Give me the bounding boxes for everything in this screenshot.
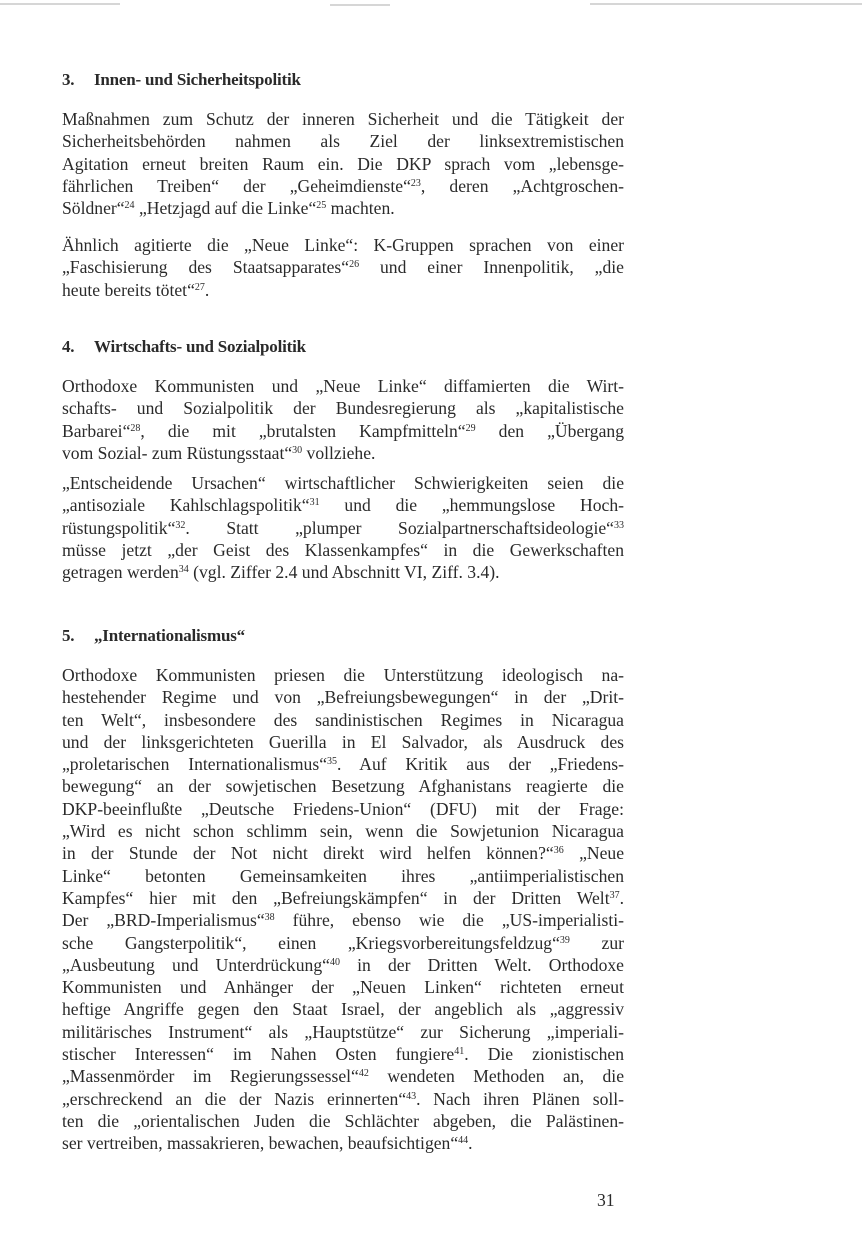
text-segment: Sicherheitsbehörden nahmen als Ziel der linksextremistischen xyxy=(62,131,624,152)
text-segment: , die mit „brutalsten Kampfmitteln“ xyxy=(140,420,466,441)
text-segment: und einer Innenpolitik, „die xyxy=(359,257,624,278)
footnote-ref: 32 xyxy=(175,519,186,531)
text-line xyxy=(62,197,624,219)
text-segment: „Neue xyxy=(563,843,624,864)
text-segment: Kommunisten und Anhänger der „Neuen Linken“ richteten erneut xyxy=(62,977,624,998)
text-segment: zur xyxy=(569,932,624,953)
section-number: 3. xyxy=(62,70,75,89)
text-line xyxy=(62,753,624,775)
text-line xyxy=(62,279,624,301)
text-line xyxy=(62,686,624,708)
text-segment: . xyxy=(619,887,624,908)
text-line xyxy=(62,775,624,797)
text-segment: Maßnahmen zum Schutz der inneren Sicherheit und die Tätigkeit der xyxy=(62,109,624,129)
text-line xyxy=(62,539,624,561)
text-line xyxy=(62,709,624,731)
text-segment: , deren „Achtgroschen- xyxy=(420,175,624,196)
text-segment: Barbarei“ xyxy=(62,420,131,441)
text-segment: . xyxy=(468,1133,473,1154)
text-segment: ser vertreiben, massakrieren, bewachen, beaufsichtigen“ xyxy=(62,1133,459,1154)
footnote-ref: 44 xyxy=(458,1135,469,1147)
text-segment: „Faschisierung des Staatsapparates“ xyxy=(62,257,350,278)
paragraph xyxy=(62,108,624,219)
text-line xyxy=(62,130,624,152)
text-line xyxy=(62,998,624,1020)
text-segment: heute bereits tötet“ xyxy=(62,279,195,300)
text-segment: . Nach ihren Plänen soll- xyxy=(416,1088,624,1109)
text-line xyxy=(62,1132,624,1154)
text-segment: schafts- und Sozialpolitik der Bundesregierung als „kapitalistische xyxy=(62,398,624,419)
text-line xyxy=(62,842,624,864)
footnote-ref: 28 xyxy=(130,422,141,434)
footnote-ref: 31 xyxy=(309,497,320,509)
footnote-ref: 29 xyxy=(465,422,476,434)
text-line xyxy=(62,375,624,397)
section-title: Innen- und Sicherheitspolitik xyxy=(94,70,301,89)
footnote-ref: 42 xyxy=(358,1068,369,1080)
section-number: 4. xyxy=(62,337,75,356)
footnote-ref: 36 xyxy=(553,845,564,857)
text-line xyxy=(62,561,624,583)
text-segment: „erschreckend an die der Nazis erinnerten“ xyxy=(62,1088,407,1109)
text-segment: . xyxy=(204,279,210,300)
scan-edge-mark xyxy=(590,3,862,5)
text-segment: machten. xyxy=(326,198,395,219)
text-segment: „Hetzjagd auf die Linke“ xyxy=(134,198,317,219)
text-segment: den „Übergang xyxy=(475,420,624,441)
footnote-ref: 37 xyxy=(609,889,620,901)
text-line xyxy=(62,420,624,442)
text-line xyxy=(62,932,624,954)
text-line xyxy=(62,442,624,464)
scan-edge-mark xyxy=(330,4,390,6)
text-segment: getragen werden xyxy=(62,562,179,583)
footnote-ref: 43 xyxy=(406,1090,417,1102)
section-heading xyxy=(62,337,306,357)
text-segment: Söldner“ xyxy=(62,198,125,219)
text-line xyxy=(62,865,624,887)
text-line xyxy=(62,664,624,686)
text-segment: in der Stunde der Not nicht direkt wird helfen können?“ xyxy=(62,843,554,864)
text-line xyxy=(62,472,624,494)
text-segment: Orthodoxe Kommunisten priesen die Unterstützung ideologisch na- xyxy=(62,665,624,685)
section-heading xyxy=(62,70,301,90)
text-segment: vollziehe. xyxy=(302,442,376,463)
text-line xyxy=(62,909,624,931)
text-line xyxy=(62,1110,624,1132)
text-segment: und der linksgerichteten Guerilla in El Salvador, als Ausdruck des xyxy=(62,731,624,752)
footnote-ref: 40 xyxy=(329,956,340,968)
footnote-ref: 35 xyxy=(327,756,338,768)
text-segment: heftige Angriffe gegen den Staat Israel, der angeblich als „aggressiv xyxy=(62,999,624,1020)
text-line xyxy=(62,1088,624,1110)
text-segment: Orthodoxe Kommunisten und „Neue Linke“ diffamierten die Wirt- xyxy=(62,376,624,396)
text-line xyxy=(62,1043,624,1065)
footnote-ref: 25 xyxy=(316,200,327,212)
text-segment: Kampfes“ hier mit den „Befreiungskämpfen“ in der Dritten Welt xyxy=(62,887,610,908)
text-line xyxy=(62,731,624,753)
text-line xyxy=(62,175,624,197)
text-segment: „Ausbeutung und Unterdrückung“ xyxy=(62,954,330,975)
text-segment: bewegung“ an der sowjetischen Besetzung Afghanistans reagierte die xyxy=(62,776,624,797)
footnote-ref: 24 xyxy=(124,200,135,212)
text-line xyxy=(62,798,624,820)
section-number: 5. xyxy=(62,626,75,645)
text-line xyxy=(62,976,624,998)
text-segment: militärisches Instrument“ als „Hauptstütze“ zur Sicherung „imperiali- xyxy=(62,1021,624,1042)
text-segment: führe, ebenso wie die „US-imperialisti- xyxy=(274,910,624,931)
text-line xyxy=(62,108,624,130)
text-segment: hestehender Regime und von „Befreiungsbewegungen“ in der „Drit- xyxy=(62,687,624,708)
paragraph xyxy=(62,472,624,583)
text-segment: müsse jetzt „der Geist des Klassenkampfes“ in die Gewerkschaften xyxy=(62,539,624,560)
text-segment: ten Welt“, insbesondere des sandinistischen Regimes in Nicaragua xyxy=(62,709,624,730)
section-title: Wirtschafts- und Sozialpolitik xyxy=(94,337,306,356)
footnote-ref: 41 xyxy=(454,1046,465,1058)
section-title: „Internationalismus“ xyxy=(94,626,245,645)
text-line xyxy=(62,494,624,516)
footnote-ref: 34 xyxy=(178,564,189,576)
footnote-ref: 39 xyxy=(559,934,570,946)
text-segment: „antisoziale Kahlschlagspolitik“ xyxy=(62,495,310,516)
text-segment: Der „BRD-Imperialismus“ xyxy=(62,910,265,931)
text-line xyxy=(62,887,624,909)
footnote-ref: 26 xyxy=(349,259,360,271)
text-segment: „Wird es nicht schon schlimm sein, wenn die Sowjetunion Nicaragua xyxy=(62,821,624,842)
section-heading xyxy=(62,626,245,646)
text-segment: (vgl. Ziffer 2.4 und Abschnitt VI, Ziff. 3.4). xyxy=(188,562,500,583)
text-segment: stischer Interessen“ im Nahen Osten fungiere xyxy=(62,1044,455,1065)
text-segment: Agitation erneut breiten Raum ein. Die DKP sprach vom „lebensge- xyxy=(62,153,624,174)
text-segment: . Statt „plumper Sozialpartnerschaftsideologie“ xyxy=(185,517,614,538)
text-segment: Linke“ betonten Gemeinsamkeiten ihres „antiimperialistischen xyxy=(62,865,624,886)
text-segment: rüstungspolitik“ xyxy=(62,517,176,538)
footnote-ref: 30 xyxy=(292,444,303,456)
text-segment: . Die zionistischen xyxy=(464,1044,624,1065)
text-segment: „Entscheidende Ursachen“ wirtschaftlicher Schwierigkeiten seien die xyxy=(62,473,624,493)
footnote-ref: 23 xyxy=(410,177,421,189)
paragraph xyxy=(62,375,624,464)
footnote-ref: 33 xyxy=(614,519,624,531)
text-line xyxy=(62,234,624,256)
text-segment: vom Sozial- zum Rüstungsstaat“ xyxy=(62,442,293,463)
text-segment: wendeten Methoden an, die xyxy=(368,1066,624,1087)
text-segment: sche Gangsterpolitik“, einen „Kriegsvorbereitungsfeldzug“ xyxy=(62,932,560,953)
page-number: 31 xyxy=(597,1190,615,1210)
text-line xyxy=(62,153,624,175)
text-segment: Ähnlich agitierte die „Neue Linke“: K-Gruppen sprachen von einer xyxy=(62,235,624,255)
text-line xyxy=(62,1065,624,1087)
text-segment: „Massenmörder im Regierungssessel“ xyxy=(62,1066,359,1087)
text-segment: „proletarischen Internationalismus“ xyxy=(62,754,328,775)
text-line xyxy=(62,256,624,278)
text-segment: DKP-beeinflußte „Deutsche Friedens-Union“ (DFU) mit der Frage: xyxy=(62,798,624,819)
text-line xyxy=(62,820,624,842)
text-segment: . Auf Kritik aus der „Friedens- xyxy=(337,754,624,775)
text-segment: in der Dritten Welt. Orthodoxe xyxy=(339,954,624,975)
text-segment: und die „hemmungslose Hoch- xyxy=(319,495,625,516)
paragraph xyxy=(62,234,624,301)
text-line xyxy=(62,517,624,539)
text-line xyxy=(62,397,624,419)
text-segment: fährlichen Treiben“ der „Geheimdienste“ xyxy=(62,175,411,196)
footnote-ref: 38 xyxy=(264,912,275,924)
scan-edge-mark xyxy=(0,3,120,5)
text-line xyxy=(62,954,624,976)
paragraph xyxy=(62,664,624,1155)
text-segment: ten die „orientalischen Juden die Schlächter abgeben, die Palästinen- xyxy=(62,1110,624,1131)
footnote-ref: 27 xyxy=(194,281,205,293)
text-line xyxy=(62,1021,624,1043)
